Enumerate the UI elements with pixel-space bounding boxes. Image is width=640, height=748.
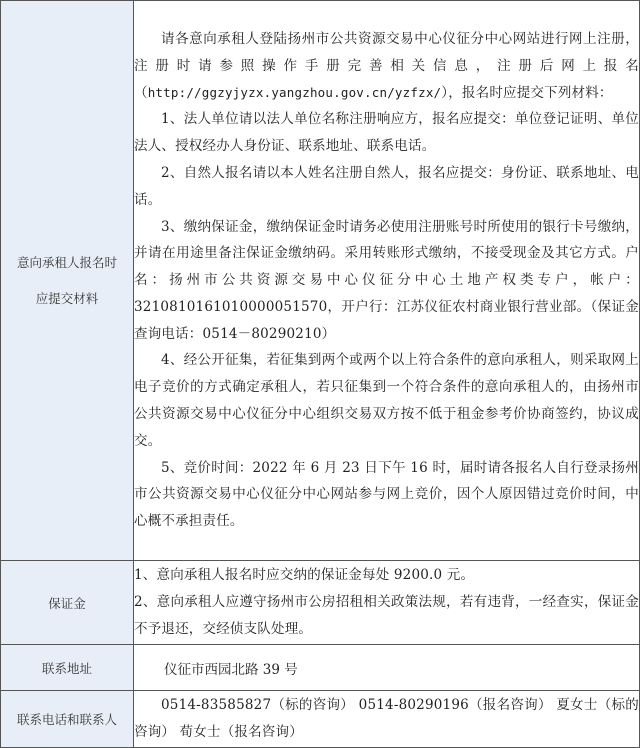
contact-content	[134, 691, 640, 748]
address-value: 仪征市西园北路 39 号	[134, 645, 640, 691]
materials-label	[1, 1, 134, 561]
materials-label-line1: 意向承租人报名时	[16, 254, 117, 270]
deposit-label: 保证金	[1, 561, 134, 645]
materials-item-5: 5、竞价时间：2022 年 6 月 23 日下午 16 时，届时请各报名人自行登录扬州市公共资源交易中心仪征分中心网站参与网上竞价，因个人原因错过竞价时间，中心概不承担责任。	[134, 459, 639, 530]
address-row	[1, 645, 640, 691]
materials-label-line2: 应提交材料	[35, 290, 99, 306]
contact-label: 联系电话和联系人	[1, 691, 134, 748]
materials-row	[1, 1, 640, 561]
intro-text-b: ），报名时应提交下列材料：	[441, 84, 613, 101]
materials-item-4: 4、经公开征集，若征集到两个或两个以上符合条件的意向承租人，则采取网上电子竞价的方式确定承租人，若只征集到一个符合条件的意向承租人的，由扬州市公共资源交易中心仪征分中心组织交易双方按不低于租金参考价协商签约，协议成交。	[134, 352, 639, 449]
materials-item-3: 3、缴纳保证金，缴纳保证金时请务必使用注册账号时所使用的银行卡号缴纳，并请在用途里备注保证金缴纳码。采用转账形式缴纳，不接受现金及其它方式。户名：扬州市公共资源交易中心仪征分中心土地产权类专户，帐户：3210810161010000051570，开户行：江苏仪征农村商业银行营业部。（保证金查询电话：0514－80290210）	[134, 218, 639, 342]
intro-text-a: 请各意向承租人登陆扬州市公共资源交易中心仪征分中心网站进行网上注册，注册时请参照操作手册完善相关信息，注册后网上报名（	[134, 30, 639, 101]
deposit-row	[1, 561, 640, 645]
materials-item-1: 1、法人单位请以法人单位名称注册响应方，报名应提交：单位登记证明、单位法人、授权经办人身份证、联系地址、联系电话。	[134, 111, 639, 155]
contact-row	[1, 691, 640, 748]
address-label: 联系地址	[1, 645, 134, 691]
deposit-item-2: 2、意向承租人应遵守扬州市公房招租相关政策法规，若有违背，一经查实，保证金不予退还，交经侦支队处理。	[134, 594, 639, 637]
materials-item-2: 2、自然人报名请以本人姓名注册自然人，报名应提交：身份证、联系地址、电话。	[134, 164, 639, 208]
registration-url-link[interactable]: http://ggzyjyzx.yangzhou.gov.cn/yzfzx/	[147, 84, 442, 100]
materials-intro	[134, 26, 639, 106]
deposit-item-1: 1、意向承租人报名时应交纳的保证金每处 9200.0 元。	[134, 567, 475, 584]
materials-content	[134, 1, 640, 561]
contact-value: 0514-83585827（标的咨询） 0514-80290196（报名咨询） 夏女士（标的咨询） 荀女士（报名咨询）	[134, 697, 639, 740]
deposit-content	[134, 561, 640, 645]
